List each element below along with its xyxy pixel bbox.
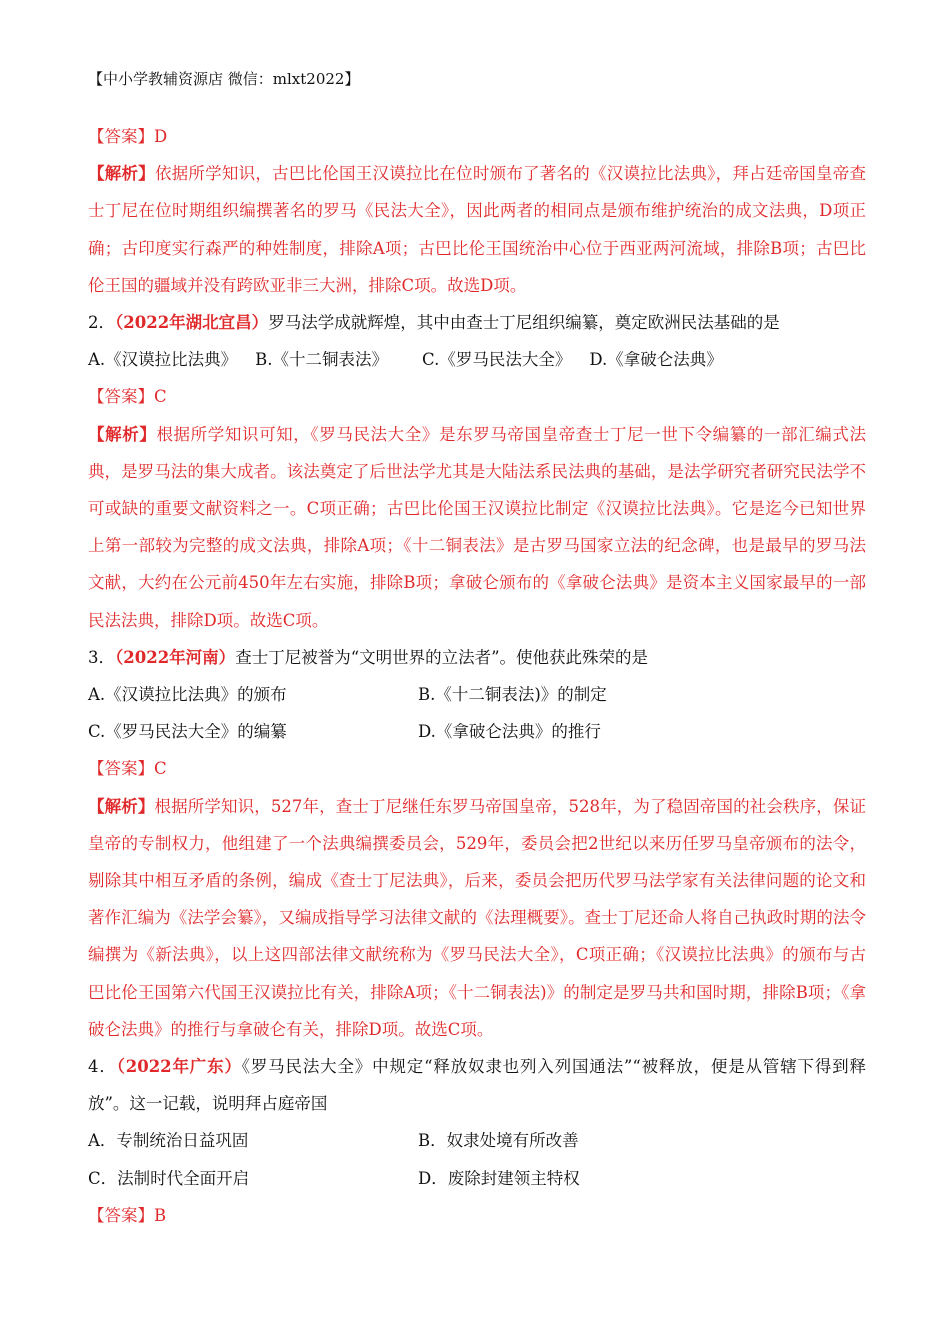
q3-option-c: C.《罗马民法大全》的编纂 — [88, 722, 287, 742]
q3-option-d: D.《拿破仑法典》的推行 — [418, 722, 601, 742]
q3-option-b: B.《十二铜表法)》的制定 — [418, 685, 607, 705]
page-header: 【中小学教辅资源店 微信：mlxt2022】 — [88, 70, 360, 88]
q3-analysis-tag: 【解析】 — [88, 796, 155, 816]
content — [88, 118, 866, 1234]
q4-options-row2 — [88, 1160, 866, 1197]
q4-option-a: A．专制统治日益巩固 — [88, 1131, 249, 1151]
q3-analysis-text: 根据所学知识，527年，查士丁尼继任东罗马帝国皇帝，528年，为了稳固帝国的社会秩序，保证皇帝的专制权力，他组建了一个法典编撰委员会，529年，委员会把2世纪以来历任罗马皇帝颁布的法令，剔除其中相互矛盾的条例，编成《查士丁尼法典》，后来，委员会把历代罗马法学家有关法律问题的论文和著作汇编为《法学会纂》，又编成指导学习法律文献的《法理概要》。查士丁尼还命人将自己执政时期的法令编撰为《新法典》，以上这四部法律文献统称为《罗马民法大全》，C项正确；《汉谟拉比法典》的颁布与古巴比伦王国第六代国王汉谟拉比有关，排除A项；《十二铜表法)》的制定是罗马共和国时期，排除B项；《拿破仑法典》的推行与拿破仑有关，排除D项。故选C项。 — [88, 796, 866, 1039]
q2-source: （2022年湖北宜昌） — [115, 313, 269, 333]
q1-analysis-tag: 【解析】 — [88, 164, 155, 184]
q4-source: （2022年广东） — [116, 1057, 242, 1077]
q4-stem — [88, 1048, 866, 1122]
q3-stem-text: 查士丁尼被誉为“文明世界的立法者”。使他获此殊荣的是 — [235, 647, 649, 667]
q2-option-d: D.《拿破仑法典》 — [589, 350, 723, 370]
q2-options — [88, 341, 866, 378]
q3-stem — [88, 639, 866, 676]
q2-analysis-tag: 【解析】 — [88, 424, 157, 444]
q3-option-a: A.《汉谟拉比法典》的颁布 — [88, 685, 287, 705]
q2-answer: 【答案】C — [88, 387, 167, 407]
q3-options-row1 — [88, 676, 866, 713]
q3-options-row2 — [88, 713, 866, 750]
q3-analysis — [88, 788, 866, 1048]
q2-analysis — [88, 416, 866, 639]
q2-stem-text: 罗马法学成就辉煌，其中由查士丁尼组织编纂，奠定欧洲民法基础的是 — [268, 313, 780, 333]
q2-number: 2． — [88, 313, 115, 333]
q4-stem-text: 《罗马民法大全》中规定“释放奴隶也列入列国通法”“被释放，便是从管辖下得到释放”。这一记载，说明拜占庭帝国 — [88, 1057, 866, 1114]
q4-number: 4． — [88, 1057, 117, 1077]
q4-option-c: C．法制时代全面开启 — [88, 1168, 250, 1188]
q2-option-a: A.《汉谟拉比法典》 — [88, 350, 238, 370]
q2-analysis-text: 根据所学知识可知，《罗马民法大全》是东罗马帝国皇帝查士丁尼一世下令编纂的一部汇编式法典，是罗马法的集大成者。该法奠定了后世法学尤其是大陆法系民法典的基础，是法学研究者研究民法学不可或缺的重要文献资料之一。C项正确；古巴比伦国王汉谟拉比制定《汉谟拉比法典》。它是迄今已知世界上第一部较为完整的成文法典，排除A项；《十二铜表法》是古罗马国家立法的纪念碑，也是最早的罗马法文献，大约在公元前450年左右实施，排除B项；拿破仑颁布的《拿破仑法典》是资本主义国家最早的一部民法法典，排除D项。故选C项。 — [88, 424, 867, 630]
q2-option-b: B.《十二铜表法》 — [255, 350, 389, 370]
q1-analysis-text: 依据所学知识，古巴比伦国王汉谟拉比在位时颁布了著名的《汉谟拉比法典》，拜占廷帝国皇帝查士丁尼在位时期组织编撰著名的罗马《民法大全》，因此两者的相同点是颁布维护统治的成文法典，D项正确；古印度实行森严的种姓制度，排除A项；古巴比伦王国统治中心位于西亚两河流域，排除B项；古巴比伦王国的疆域并没有跨欧亚非三大洲，排除C项。故选D项。 — [88, 164, 867, 295]
q3-number: 3． — [88, 647, 115, 667]
q2-stem — [88, 304, 866, 341]
q4-options-row1 — [88, 1122, 866, 1159]
q1-analysis — [88, 155, 866, 304]
q3-source: （2022年河南） — [115, 647, 236, 667]
q1-answer: 【答案】D — [88, 127, 168, 146]
q4-answer: 【答案】B — [88, 1205, 167, 1225]
q3-answer: 【答案】C — [88, 759, 167, 779]
q4-option-d: D．废除封建领主特权 — [418, 1168, 580, 1188]
q4-option-b: B．奴隶处境有所改善 — [418, 1131, 579, 1151]
q2-option-c: C.《罗马民法大全》 — [422, 350, 572, 370]
